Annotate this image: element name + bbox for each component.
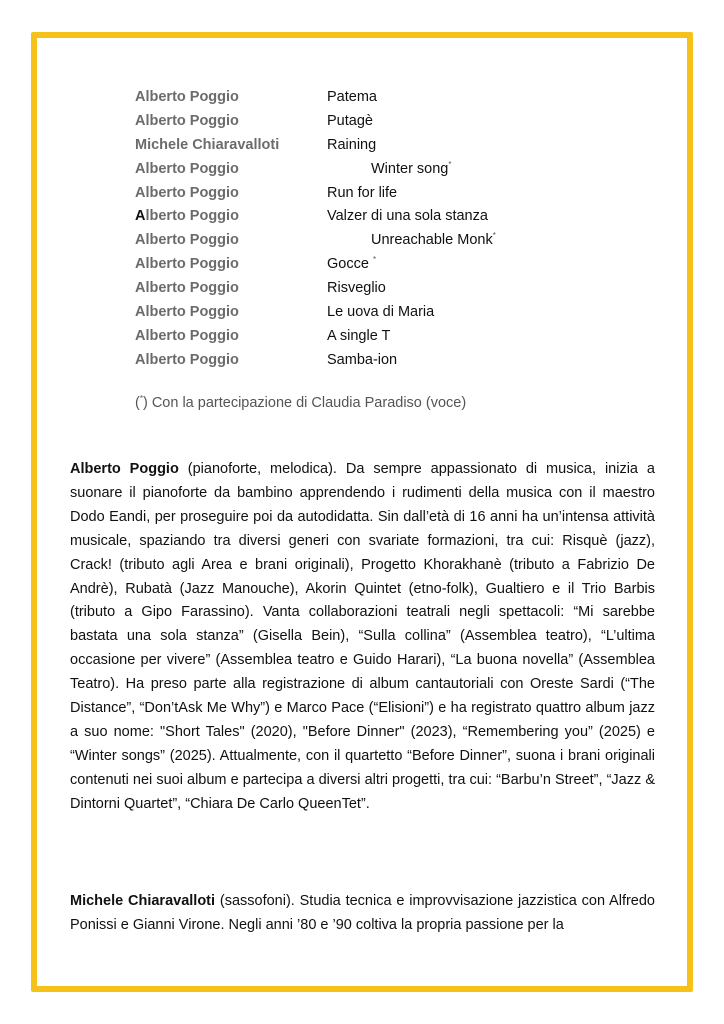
- bio-text: (sassofoni). Studia tecnica e improvvisazione jazzistica con Alfredo Ponissi e Gianni Virone. Negli anni ’80 e ’90 coltiva la propria passione per la: [70, 893, 655, 933]
- bio-text: (pianoforte, melodica). Da sempre appassionato di musica, inizia a suonare il pianoforte da bambino apprendendo i rudimenti della musica con il maestro Dodo Eandi, per proseguire poi da autodidatta. Sin dall’età di 16 anni ha un’intensa attività musicale, spaziando tra diversi generi con svariate formazioni, tra cui: Risquè (jazz), Crack! (tributo agli Area e brani originali), Progetto Khorakhanè (tributo a Fabrizio De Andrè), Rubatà (Jazz Manouche), Akorin Quintet (etno-folk), Gualtiero e il Trio Barbis (tributo a Gipo Farassino). Vanta collaborazioni teatrali negli spettacoli: “Mi sarebbe bastata una sola stanza” (Gisella Bein), “Sulla collina” (Assemblea teatro), “L’ultima occasione per vivere” (Assemblea teatro e Guido Harari), “La buona novella” (Assemblea Teatro). Ha preso parte alla registrazione di album cantautoriali con Oreste Sardi (“The Distance”, “Don’tAsk Me Why”) e Marco Pace (“Elisioni”) e ha registrato quattro album jazz a suo nome: "Short Tales" (2020), "Before Dinner" (2023), “Remembering you” (2025) e “Winter songs” (2025). Attualmente, con il quartetto “Before Dinner”, suona i brani originali contenuti nei suoi album e partecipa a diversi altri progetti, tra cui: “Barbu’n Street”, “Jazz & Dintorni Quartet”, “Chiara De Carlo QueenTet”.: [70, 461, 655, 812]
- track-title: Le uova di Maria: [327, 304, 435, 321]
- track-composer: Michele Chiaravalloti: [135, 136, 280, 153]
- track-title: Winter song*: [371, 159, 452, 177]
- track-title: Patema: [327, 89, 377, 105]
- bio-michele-chiaravalloti: [70, 890, 655, 938]
- track-title: A single T: [327, 327, 391, 344]
- track-composer: Alberto Poggio: [135, 256, 239, 273]
- track-composer: Alberto Poggio: [135, 280, 239, 297]
- track-composer: Alberto Poggio: [135, 327, 239, 344]
- track-row: [135, 86, 575, 110]
- track-title: Run for life: [327, 184, 398, 201]
- bio-alberto-poggio: [70, 458, 655, 817]
- track-title: Unreachable Monk*: [371, 231, 496, 249]
- track-row: [135, 229, 575, 253]
- track-composer: Alberto Poggio: [135, 351, 239, 368]
- footnote: (*) Con la partecipazione di Claudia Paradiso (voce): [135, 394, 467, 411]
- track-title: Putagè: [327, 112, 373, 129]
- track-composer: Alberto Poggio: [135, 160, 239, 177]
- track-title: Gocce *: [327, 255, 377, 273]
- track-title: Raining: [327, 136, 377, 153]
- track-row: [135, 301, 575, 325]
- track-composer: Alberto Poggio: [135, 184, 239, 201]
- track-composer: Alberto Poggio: [135, 232, 239, 249]
- track-composer: Alberto Poggio: [135, 304, 239, 321]
- track-composer: Alberto Poggio: [135, 112, 239, 129]
- track-row: [135, 182, 575, 206]
- track-row: [135, 325, 575, 349]
- track-row: [135, 134, 575, 158]
- track-composer: Alberto Poggio: [135, 208, 239, 225]
- track-row: [135, 349, 575, 373]
- track-composer: Alberto Poggio: [135, 89, 239, 105]
- track-row: [135, 253, 575, 277]
- track-list: [135, 86, 575, 373]
- bio-name: Alberto Poggio: [70, 461, 179, 477]
- track-title: Risveglio: [327, 280, 386, 297]
- bio-name: Michele Chiaravalloti: [70, 893, 216, 909]
- track-row: [135, 158, 575, 182]
- track-title: Valzer di una sola stanza: [327, 208, 488, 225]
- track-row: [135, 277, 575, 301]
- track-row: [135, 205, 575, 229]
- track-row: [135, 110, 575, 134]
- track-title: Samba-ion: [327, 351, 398, 368]
